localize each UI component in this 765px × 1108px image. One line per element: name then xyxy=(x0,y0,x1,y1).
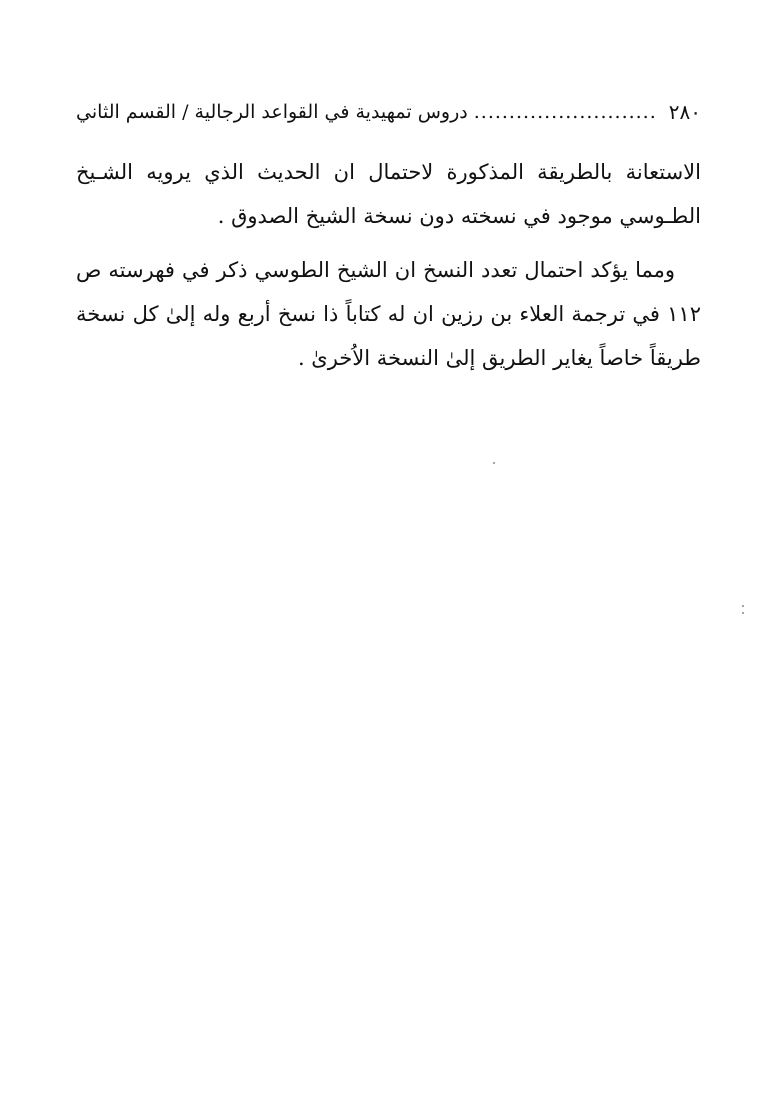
running-header-title: دروس تمهيدية في القواعد الرجالية / القسم الثاني xyxy=(76,101,468,123)
running-header xyxy=(76,96,701,128)
scan-speck xyxy=(493,462,495,464)
paragraph: الاستعانة بالطريقة المذكورة لاحتمال ان الحديث الذي يرويه الشـيخ الطـوسي موجود في نسخته دون نسخة الشيخ الصدوق . xyxy=(76,160,701,228)
header-leader-dots: .......................... xyxy=(473,101,657,123)
page-number: ٢٨٠ xyxy=(668,100,701,124)
body-text xyxy=(76,150,701,380)
scan-speck xyxy=(742,605,744,607)
scan-speck xyxy=(742,612,744,614)
paragraph: ومما يؤكد احتمال تعدد النسخ ان الشيخ الطوسي ذكر في فهرسته ص ١١٢ في ترجمة العلاء بن رزين ان له كتاباً ذا نسخ أربع وله إلىٰ كل نسخة طريقاً خاصاً يغاير الطريق إلىٰ النسخة الاُخرىٰ . xyxy=(76,258,701,370)
